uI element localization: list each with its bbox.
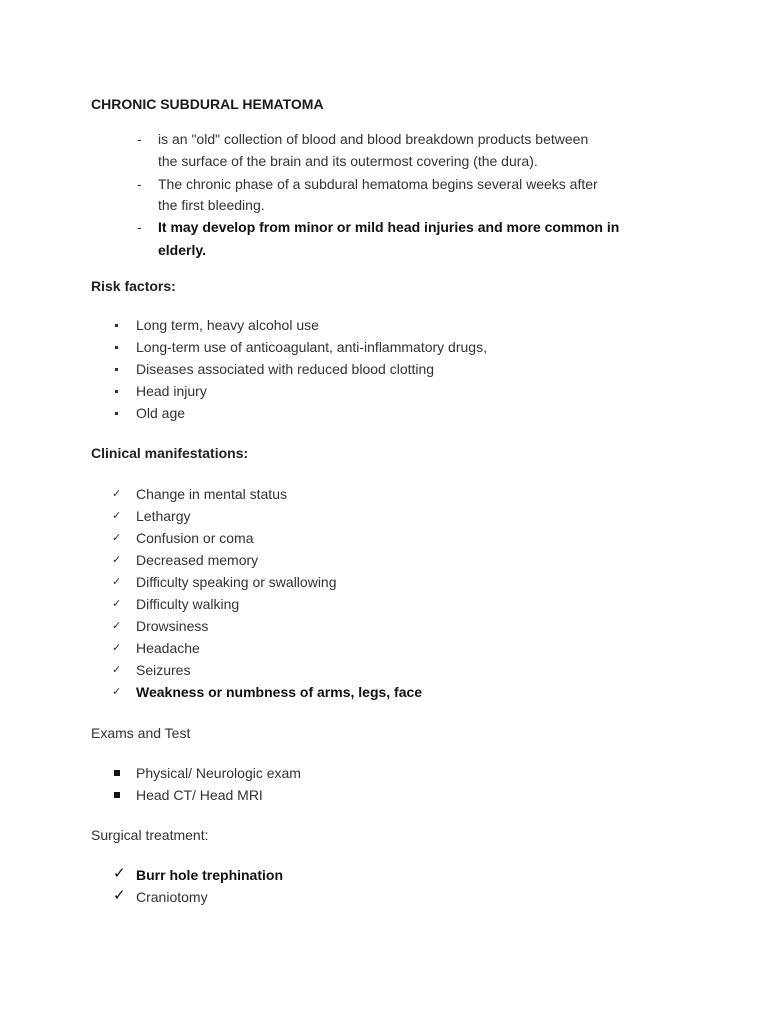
clinical-item: Seizures: [136, 662, 191, 678]
intro-line-1b: the surface of the brain and its outermost covering (the dura).: [158, 153, 538, 169]
square-bullet-icon: [115, 390, 118, 393]
check-icon: ✓: [112, 554, 122, 566]
clinical-item: Weakness or numbness of arms, legs, face: [136, 684, 423, 700]
risk-item: Diseases associated with reduced blood clotting: [136, 361, 435, 377]
clinical-item: Change in mental status: [136, 486, 287, 502]
document-title: CHRONIC SUBDURAL HEMATOMA: [91, 96, 324, 112]
check-icon: ✓: [112, 510, 122, 522]
check-icon: ✓: [112, 598, 122, 610]
risk-item: Head injury: [136, 383, 207, 399]
dash-marker: -: [137, 176, 142, 192]
risk-factors-heading: Risk factors:: [91, 278, 176, 294]
square-bullet-icon: [115, 324, 118, 327]
dash-marker: -: [137, 131, 142, 147]
risk-item: Old age: [136, 405, 186, 421]
check-icon: ✓: [112, 642, 122, 654]
risk-item: Long term, heavy alcohol use: [136, 317, 319, 333]
clinical-heading: Clinical manifestations:: [91, 445, 249, 461]
intro-line-2a: The chronic phase of a subdural hematoma begins several weeks after: [158, 176, 598, 192]
clinical-item: Drowsiness: [136, 618, 209, 634]
square-bullet-icon: [115, 346, 118, 349]
check-icon: ✓: [112, 686, 122, 698]
check-icon: ✓: [112, 532, 122, 544]
clinical-item: Lethargy: [136, 508, 191, 524]
surgical-item: Burr hole trephination: [136, 867, 283, 883]
surgical-heading: Surgical treatment:: [91, 827, 209, 843]
check-icon: ✓: [112, 620, 122, 632]
check-icon: ✓: [112, 576, 122, 588]
intro-line-3b: elderly.: [158, 242, 206, 258]
risk-item: Long-term use of anticoagulant, anti-inflammatory drugs,: [136, 339, 487, 355]
square-bullet-icon: [114, 770, 120, 776]
square-bullet-icon: [115, 412, 118, 415]
exam-item: Head CT/ Head MRI: [136, 787, 263, 803]
intro-line-3a: It may develop from minor or mild head injuries and more common in: [158, 219, 620, 235]
intro-line-1a: is an "old" collection of blood and blood breakdown products between: [158, 131, 589, 147]
check-icon: ✓: [112, 488, 122, 500]
exam-item: Physical/ Neurologic exam: [136, 765, 301, 781]
dash-marker: -: [137, 219, 142, 235]
square-bullet-icon: [115, 368, 118, 371]
clinical-item: Difficulty speaking or swallowing: [136, 574, 337, 590]
check-icon: ✓: [112, 664, 122, 676]
surgical-item: Craniotomy: [136, 889, 208, 905]
clinical-item: Confusion or coma: [136, 530, 254, 546]
intro-line-2b: the first bleeding.: [158, 197, 265, 213]
check-icon: ✓: [113, 887, 126, 904]
clinical-item: Difficulty walking: [136, 596, 240, 612]
clinical-item: Decreased memory: [136, 552, 259, 568]
square-bullet-icon: [114, 792, 120, 798]
check-icon: ✓: [113, 865, 126, 882]
clinical-item: Headache: [136, 640, 200, 656]
exams-heading: Exams and Test: [91, 725, 191, 741]
